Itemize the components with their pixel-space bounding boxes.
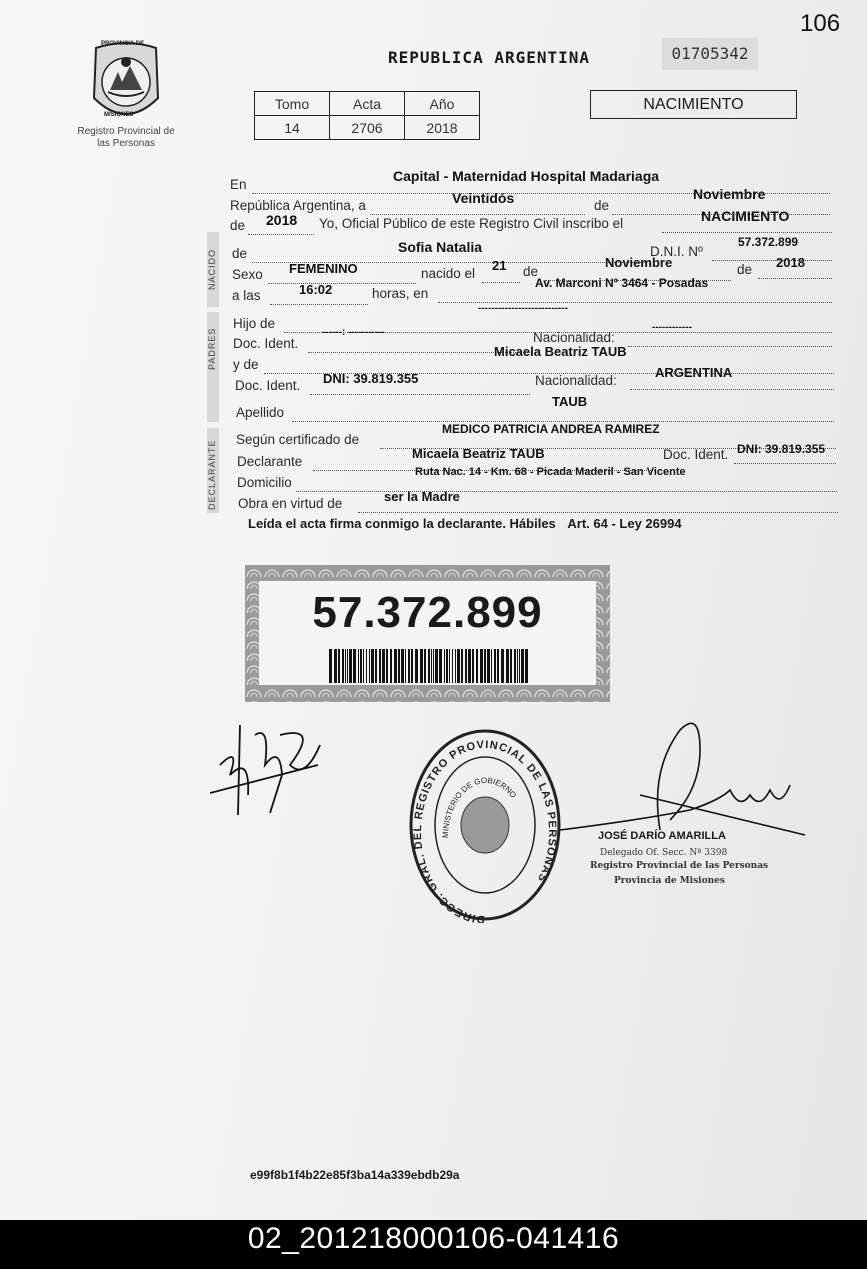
value-padre-doc: ------: ----------- — [322, 327, 385, 338]
country-title: REPUBLICA ARGENTINA — [388, 48, 591, 67]
barcode-bar — [472, 649, 474, 683]
barcode-bar — [465, 649, 467, 683]
barcode-bar — [390, 649, 392, 683]
barcode-bar — [366, 649, 367, 683]
reference-table — [254, 91, 480, 140]
value-dia-nac: 21 — [492, 258, 507, 273]
barcode-bar — [455, 649, 456, 683]
value-madre-doc: DNI: 39.819.355 — [323, 371, 419, 386]
barcode-bar — [487, 649, 490, 683]
value-anio-nac: 2018 — [776, 255, 805, 270]
side-label-nacido: NACIDO — [207, 248, 217, 290]
barcode-bar — [428, 649, 430, 683]
barcode-bar — [394, 649, 397, 683]
label-doc-ident-2: Doc. Ident. — [235, 378, 301, 393]
barcode-bar — [386, 649, 388, 683]
value-madre: Micaela Beatriz TAUB — [494, 344, 627, 359]
barcode-bar — [398, 649, 400, 683]
barcode-bar — [452, 649, 453, 683]
label-a-las: a las — [232, 288, 261, 303]
label-de-mes: de — [523, 264, 539, 279]
barcode-bar — [424, 649, 426, 683]
barcode-bar — [382, 649, 385, 683]
label-de-year: de — [230, 218, 246, 233]
official-name: JOSÉ DARÍO AMARILLA — [598, 830, 726, 842]
barcode-bar — [494, 649, 496, 683]
closing-statement — [248, 516, 682, 531]
label-nacido-el: nacido el — [421, 266, 476, 281]
barcode-bar — [521, 649, 524, 683]
value-declarante-doc: DNI: 39.819.355 — [737, 442, 826, 456]
label-sexo: Sexo — [232, 267, 263, 282]
official-signature — [560, 710, 810, 840]
document-hash: e99f8b1f4b22e85f3ba14a339ebdb29a — [250, 1168, 460, 1182]
table-header-tomo: Tomo — [255, 92, 330, 116]
barcode-bar — [338, 649, 340, 683]
closing-text: Leída el acta firma conmigo la declarante. Hábiles — [248, 516, 556, 531]
barcode-bar — [363, 649, 364, 683]
table-value-tomo: 14 — [255, 116, 330, 140]
barcode-bar — [401, 649, 404, 683]
barcode-bar — [461, 649, 463, 683]
label-hijo-de: Hijo de — [233, 316, 276, 331]
label-obra: Obra en virtud de — [238, 496, 343, 511]
value-lugar: Capital - Maternidad Hospital Madariaga — [393, 168, 660, 184]
value-mes: Noviembre — [693, 186, 766, 202]
value-dia-letras: Veintidós — [452, 190, 515, 206]
barcode-bar — [449, 649, 450, 683]
table-header-anio: Año — [405, 92, 480, 116]
document-type-box: NACIMIENTO — [590, 90, 797, 119]
label-doc-ident-1: Doc. Ident. — [233, 336, 299, 351]
table-header-acta: Acta — [330, 92, 405, 116]
value-dni: 57.372.899 — [738, 235, 799, 249]
seal-inner-text: MINISTERIO DE GOBIERNO — [440, 775, 519, 839]
barcode-bar — [408, 649, 410, 683]
label-republica: República Argentina, a — [230, 198, 366, 213]
barcode-bar — [375, 649, 377, 683]
barcode-bar — [334, 649, 337, 683]
barcode-bar — [444, 649, 445, 683]
value-declarante: Micaela Beatriz TAUB — [412, 446, 545, 461]
value-apellido: TAUB — [552, 394, 588, 409]
label-dni: D.N.I. Nº — [650, 244, 703, 259]
barcode-bar — [439, 649, 442, 683]
barcode-bar — [379, 649, 381, 683]
label-de: de — [594, 198, 610, 213]
official-seal — [408, 728, 563, 923]
scan-filename: 02_201218000106-041416 — [247, 1222, 620, 1255]
logo-bottom-text: MISIONES — [104, 112, 134, 118]
logo-top-text: PROVINCIA DE — [101, 41, 145, 47]
barcode-bar — [480, 649, 483, 683]
declarant-signature — [210, 705, 325, 820]
label-declarante: Declarante — [237, 454, 303, 469]
value-padre: --------------------------- — [478, 303, 568, 314]
official-province: Provincia de Misiones — [614, 876, 725, 886]
side-label-padres: PADRES — [207, 327, 217, 370]
barcode-bar — [371, 649, 374, 683]
barcode-bar — [525, 649, 528, 683]
label-domicilio: Domicilio — [237, 475, 292, 490]
value-padre-nac: ------------ — [652, 322, 692, 333]
official-office: Registro Provincial de las Personas — [590, 861, 769, 871]
label-nacionalidad-1: Nacionalidad: — [533, 330, 615, 345]
value-nombre: Sofia Natalia — [398, 239, 483, 255]
official-title: Delegado Of. Secc. Nº 3398 — [600, 848, 728, 858]
barcode-bar — [491, 649, 492, 683]
value-anio: 2018 — [266, 212, 298, 228]
value-lugar-nac: Av. Marconi Nº 3464 - Posadas — [535, 276, 709, 290]
barcode-bar — [345, 649, 346, 683]
side-label-declarante: DECLARANTE — [207, 439, 217, 510]
label-de-name: de — [232, 246, 248, 261]
barcode-bar — [349, 649, 352, 683]
barcode-bar — [506, 649, 509, 683]
barcode-bar — [435, 649, 438, 683]
closing-law: Art. 64 - Ley 26994 — [567, 516, 682, 531]
barcode-bar — [484, 649, 486, 683]
value-sexo: FEMENINO — [289, 261, 358, 276]
barcode-bar — [501, 649, 504, 683]
barcode-bar — [446, 649, 448, 683]
barcode-bar — [468, 649, 471, 683]
barcode-bar — [358, 649, 359, 683]
logo-caption: Registro Provincial de las Personas — [77, 126, 175, 149]
value-certificado: MEDICO PATRICIA ANDREA RAMIREZ — [442, 422, 660, 436]
barcode-bar — [519, 649, 520, 683]
value-domicilio: Ruta Nac. 14 - Km. 68 - Picada Maderil - San Vicente — [415, 466, 686, 478]
label-en: En — [230, 177, 247, 192]
label-de-anio: de — [737, 262, 753, 277]
barcode-bar — [476, 649, 478, 683]
barcode-bar — [405, 649, 406, 683]
barcode-bar — [497, 649, 499, 683]
barcode-bar — [353, 649, 356, 683]
value-madre-nac: ARGENTINA — [655, 365, 733, 380]
page-number: 106 — [800, 10, 841, 37]
label-yo: Yo, Oficial Público de este Registro Civil inscribo el — [319, 216, 624, 231]
label-nacionalidad-2: Nacionalidad: — [535, 373, 617, 388]
seal-outer-text: DIRECC. GRAL. DEL REGISTRO PROVINCIAL DE LAS PERSONAS — [411, 738, 559, 923]
label-y-de: y de — [233, 357, 259, 372]
barcode-bar — [411, 649, 413, 683]
table-value-anio: 2018 — [405, 116, 480, 140]
barcode-bar — [517, 649, 518, 683]
barcode-bar — [433, 649, 434, 683]
label-segun: Según certificado de — [236, 432, 360, 447]
barcode-bar — [431, 649, 432, 683]
id-number: 57.372.899 — [312, 588, 543, 637]
barcode-bar — [420, 649, 423, 683]
label-doc-ident-decl: Doc. Ident. — [663, 447, 729, 462]
barcode-bar — [347, 649, 348, 683]
table-value-acta: 2706 — [330, 116, 405, 140]
barcode-bar — [342, 649, 344, 683]
value-mes-nac: Noviembre — [605, 255, 673, 270]
barcode-bar — [369, 649, 370, 683]
value-acto: NACIMIENTO — [701, 208, 790, 224]
value-obra: ser la Madre — [384, 489, 460, 504]
serial-number: 01705342 — [662, 38, 758, 70]
barcode-bar — [514, 649, 516, 683]
barcode-bar — [329, 649, 332, 683]
barcode-bar — [510, 649, 512, 683]
barcode-bar — [415, 649, 418, 683]
label-horas-en: horas, en — [372, 286, 429, 301]
value-hora: 16:02 — [299, 282, 333, 297]
barcode-bar — [457, 649, 460, 683]
barcode-bar — [360, 649, 362, 683]
label-apellido: Apellido — [236, 405, 285, 420]
